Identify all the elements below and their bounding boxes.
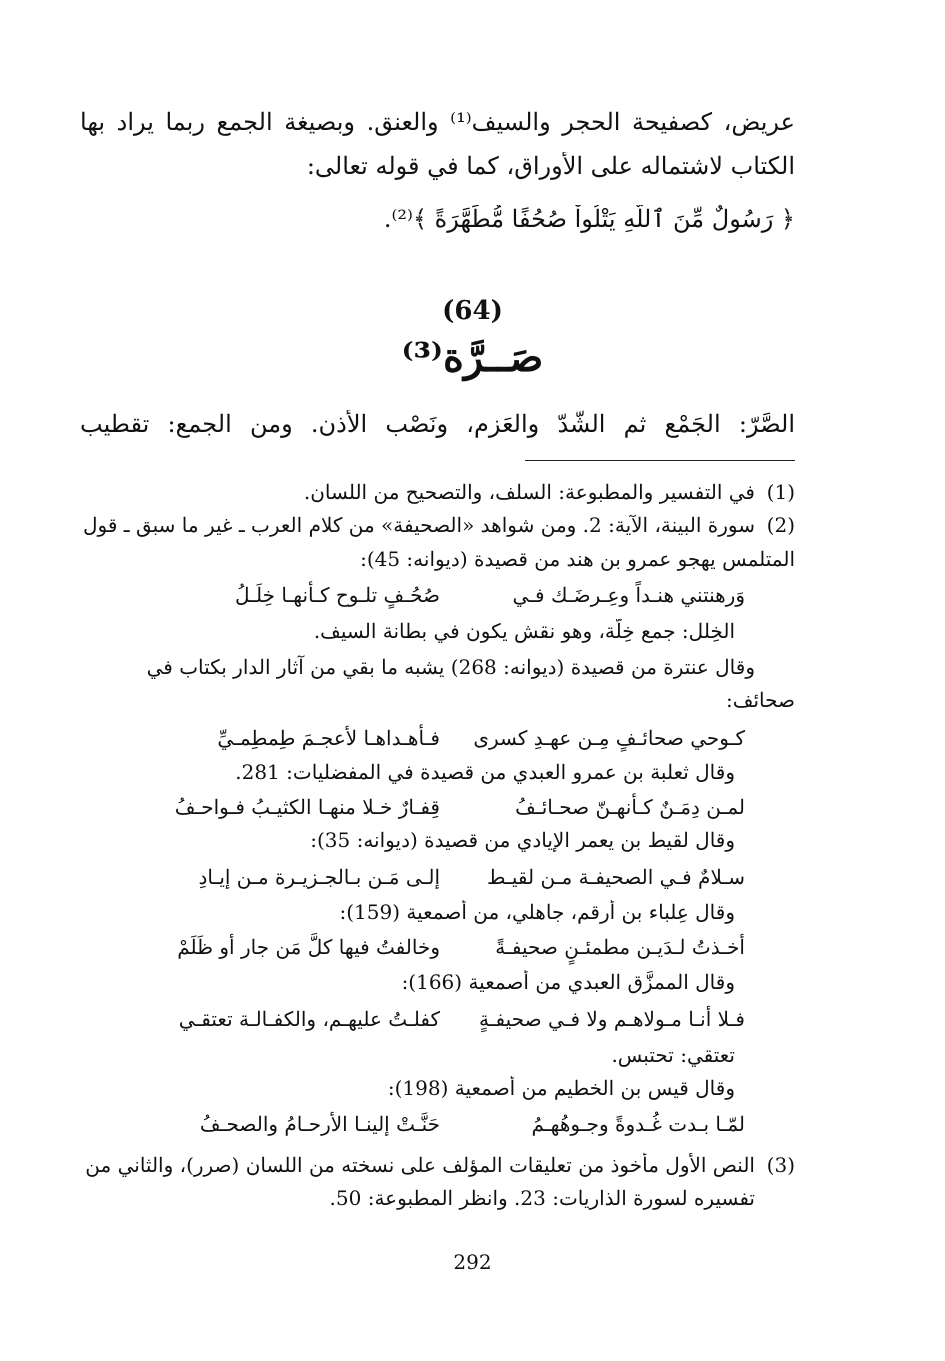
- entry-number: (64): [442, 296, 503, 326]
- footnote-3-line2: تفسيره لسورة الذاريات: 23. وانظر المطبوعة: 50.: [329, 1186, 755, 1210]
- verse-4-first-hemistich: سـلامٌ فـي الصحيفـة مـن لقيـط: [487, 865, 745, 889]
- footnote-3-line1: النص الأول مأخوذ من تعليقات المؤلف على نسخته من اللسان (صرر)، والثاني من: [85, 1153, 755, 1177]
- verse-2-second-hemistich: فـأهـداهـا لأعجـمَ طِمطِمـيِّ: [217, 726, 440, 750]
- verse-3-second-hemistich: قِفـارٌ خـلا منهـا الكثيـبُ فـواحـفُ: [174, 795, 440, 819]
- verse-2-first-hemistich: كـوحي صحائـفٍ مِـن عهـدِ كسرى: [473, 726, 745, 750]
- main-para2: الصَّرّ: الجَمْع ثم الشَّدّ والعَزم، ونَصْب الأذن. ومن الجمع: تقطيب: [80, 410, 795, 438]
- page-number: 292: [453, 1250, 492, 1274]
- main-para1-line2: الكتاب لاشتماله على الأوراق، كما في قوله تعالى:: [306, 152, 795, 180]
- footnote-1-number: (1): [766, 480, 795, 504]
- footnote-2-line5: وقال ثعلبة بن عمرو العبدي من قصيدة في المفضليات: 281.: [235, 760, 735, 784]
- footnote-separator: [525, 460, 795, 461]
- verse-6-second-hemistich: كفلـتُ عليهـم، والكفـالـة تعتقـي: [178, 1007, 440, 1031]
- verse-6-first-hemistich: فـلا أنـا مـولاهـم ولا فـي صحيفـةٍ: [478, 1007, 745, 1031]
- quran-verse: ﴿ رَسُولٌ مِّنَ ٱللَّهِ يَتْلُواْ صُحُفًا مُّطَهَّرَةً ﴾⁽²⁾.: [383, 205, 795, 233]
- footnote-2-number: (2): [766, 513, 795, 537]
- verse-7-first-hemistich: لمّـا بـدت غُـدوةً وجـوهُهـمُ: [531, 1112, 745, 1136]
- footnote-2-line3: وقال عنترة من قصيدة (ديوانه: 268) يشبه ما بقي من آثار الدار بكتاب في: [146, 655, 755, 679]
- footnote-2-line2: المتلمس يهجو عمرو بن هند من قصيدة (ديوانه: 45):: [360, 547, 795, 571]
- verse-1-first-hemistich: وَرهنتني هنـداً وعِـرضَـك فـي: [512, 583, 745, 607]
- footnote-2-note-2: تعتقي: تحتبس.: [611, 1043, 735, 1067]
- footnote-2-line7: وقال عِلباء بن أرقم، جاهلي، من أصمعية (159):: [339, 900, 735, 924]
- entry-title: صَــرَّة⁽³⁾: [401, 334, 544, 381]
- verse-4-second-hemistich: إلـى مَـن بـالجـزيـرة مـن إيـادِ: [198, 865, 440, 889]
- footnote-2-note-1: الخِلل: جمع خِلَّة، وهو نقش يكون في بطانة السيف.: [313, 619, 735, 643]
- footnote-2-line6: وقال لقيط بن يعمر الإيادي من قصيدة (ديوانه: 35):: [310, 828, 735, 852]
- verse-5-second-hemistich: وخالفتُ فيها كلَّ مَن جار أو ظَلَمْ: [177, 935, 440, 959]
- footnote-2-line4: صحائف:: [726, 688, 795, 712]
- verse-1-second-hemistich: صُحُـفٍ تلـوح كـأنهـا خِلَـلُ: [234, 583, 440, 607]
- footnote-2-line9: وقال قيس بن الخطيم من أصمعية (198):: [387, 1076, 735, 1100]
- verse-3-first-hemistich: لمـن دِمَـنٌ كـأنهـنّ صحـائـفُ: [515, 795, 745, 819]
- footnote-2-line1: سورة البينة، الآية: 2. ومن شواهد «الصحيفة» من كلام العرب ـ غير ما سبق ـ قول: [82, 513, 755, 537]
- footnote-1-text: في التفسير والمطبوعة: السلف، والتصحيح من اللسان.: [303, 480, 755, 504]
- footnote-2-line8: وقال الممزَّق العبدي من أصمعية (166):: [401, 970, 735, 994]
- verse-5-first-hemistich: أخـذتُ لـدَيـن مطمئـنٍ صحيفـةً: [495, 935, 745, 959]
- verse-7-second-hemistich: حَنَّـتْ إلينـا الأرحـامُ والصحـفُ: [199, 1112, 440, 1136]
- footnote-3-number: (3): [766, 1153, 795, 1177]
- main-para1-line1: عريض، كصفيحة الحجر والسيف⁽¹⁾ والعنق. وبصيغة الجمع ربما يراد بها: [80, 108, 795, 136]
